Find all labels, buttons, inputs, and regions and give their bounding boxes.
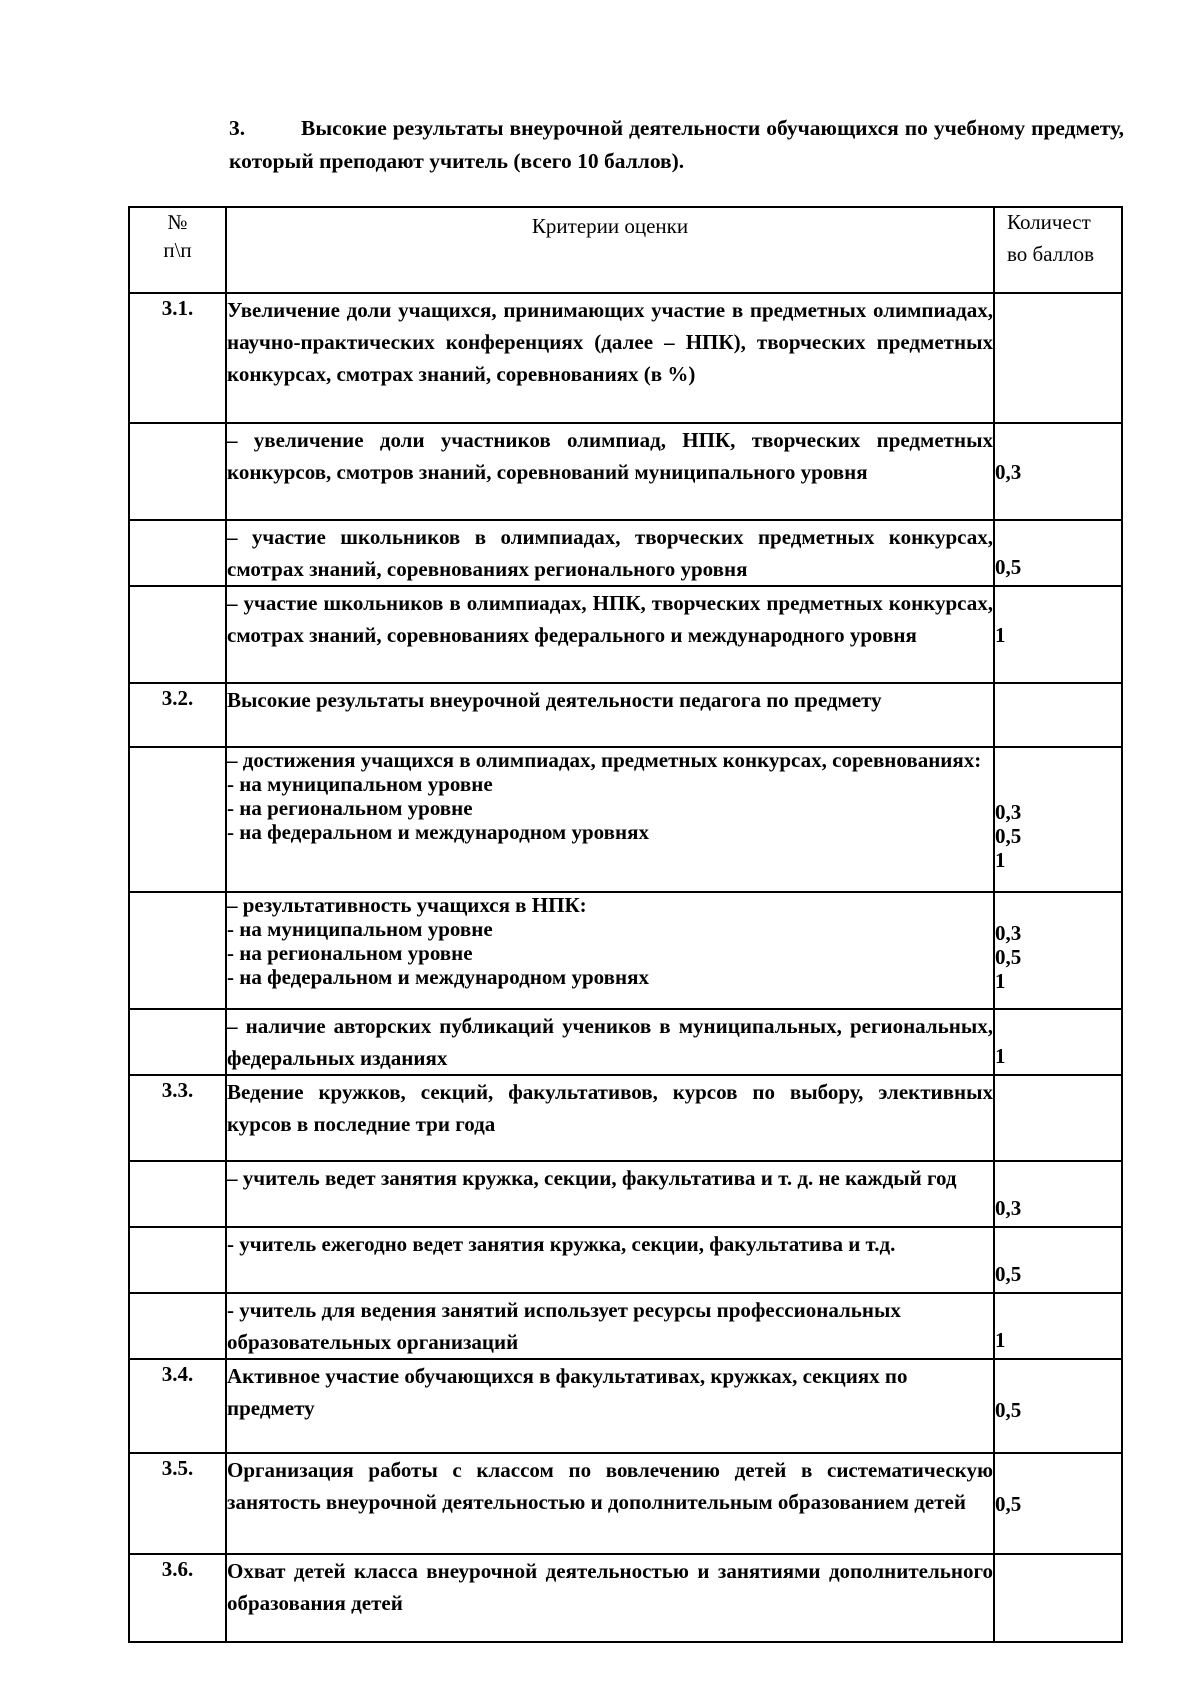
row-criteria: Организация работы с классом по вовлечению детей в систематическую занятость внеурочной деятельностью и дополнительным образованием детей: [226, 1453, 994, 1554]
header-criteria: Критерии оценки: [226, 207, 994, 293]
row-number: 3.1.: [129, 293, 226, 423]
row-criteria-line: - на муниципальном уровне: [227, 772, 493, 796]
header-number-line1: №: [167, 210, 188, 234]
table-row: [129, 747, 1122, 892]
table-row: [129, 1075, 1122, 1161]
row-criteria-line: – достижения учащихся в олимпиадах, предметных конкурсах, соревнованиях:: [227, 748, 982, 772]
row-number: 3.4.: [129, 1359, 226, 1453]
row-score: [994, 747, 1122, 892]
row-score: 0,5: [994, 1359, 1122, 1453]
row-score-line: 1: [995, 848, 1006, 872]
row-criteria: Высокие результаты внеурочной деятельности педагога по предмету: [226, 683, 994, 747]
row-score: [994, 683, 1122, 747]
header-score-line1: Количест: [1007, 210, 1091, 234]
row-number: [129, 586, 226, 683]
table-row: [129, 1227, 1122, 1293]
row-score: 0,5: [994, 1453, 1122, 1554]
row-number: [129, 1227, 226, 1293]
row-number: [129, 1009, 226, 1075]
section-number: 3.: [229, 116, 246, 140]
table-row: [129, 1554, 1122, 1642]
row-criteria-line: - на федеральном и международном уровнях: [227, 820, 649, 844]
row-criteria-line: – результативность учащихся в НПК:: [227, 893, 587, 917]
row-criteria-line: - на региональном уровне: [227, 941, 473, 965]
row-score: 0,3: [994, 423, 1122, 520]
table-row: [129, 1359, 1122, 1453]
table-row: [129, 520, 1122, 586]
row-criteria: [226, 892, 994, 1009]
row-score: [994, 293, 1122, 423]
criteria-table: [128, 206, 1123, 1643]
table-row: [129, 293, 1122, 423]
row-score: 1: [994, 586, 1122, 683]
row-criteria: Ведение кружков, секций, факультативов, курсов по выбору, элективных курсов в последние три года: [226, 1075, 994, 1161]
row-criteria: Активное участие обучающихся в факультативах, кружках, секциях по предмету: [226, 1359, 994, 1453]
row-number: [129, 423, 226, 520]
table-row: [129, 586, 1122, 683]
row-criteria: - учитель для ведения занятий использует ресурсы профессиональных образовательных организаций: [226, 1293, 994, 1359]
row-score: 0,5: [994, 1227, 1122, 1293]
row-criteria: - учитель ежегодно ведет занятия кружка, секции, факультатива и т.д.: [226, 1227, 994, 1293]
row-number: 3.3.: [129, 1075, 226, 1161]
row-criteria: Увеличение доли учащихся, принимающих участие в предметных олимпиадах, научно-практических конференциях (далее – НПК), творческих предметных конкурсах, смотрах знаний, соревнованиях (в %): [226, 293, 994, 423]
row-criteria-line: - на муниципальном уровне: [227, 917, 493, 941]
row-number: [129, 747, 226, 892]
row-criteria: – увеличение доли участников олимпиад, НПК, творческих предметных конкурсов, смотров знаний, соревнований муниципального уровня: [226, 423, 994, 520]
row-score: [994, 1075, 1122, 1161]
row-score-line: 1: [995, 969, 1006, 993]
row-number: 3.6.: [129, 1554, 226, 1642]
row-criteria: [226, 747, 994, 892]
row-score: 0,3: [994, 1161, 1122, 1227]
row-score-line: 0,3: [995, 800, 1022, 824]
table-row: [129, 1453, 1122, 1554]
row-score-line: 0,5: [995, 824, 1022, 848]
row-number: [129, 892, 226, 1009]
header-number-line2: п\п: [163, 238, 192, 262]
header-score-line2: во баллов: [1007, 242, 1095, 266]
row-number: [129, 520, 226, 586]
row-criteria-line: - на федеральном и международном уровнях: [227, 965, 649, 989]
row-score: 1: [994, 1293, 1122, 1359]
header-score: [994, 207, 1122, 293]
table-row: [129, 1009, 1122, 1075]
row-number: 3.2.: [129, 683, 226, 747]
row-criteria: – участие школьников в олимпиадах, НПК, творческих предметных конкурсах, смотрах знаний, соревнованиях федерального и международного уровня: [226, 586, 994, 683]
table-row: [129, 1293, 1122, 1359]
row-criteria: Охват детей класса внеурочной деятельностью и занятиями дополнительного образования детей: [226, 1554, 994, 1642]
row-criteria-line: - на региональном уровне: [227, 796, 473, 820]
table-row: [129, 1161, 1122, 1227]
section-heading: [229, 112, 1124, 178]
row-criteria: – наличие авторских публикаций учеников в муниципальных, региональных, федеральных изданиях: [226, 1009, 994, 1075]
row-score: [994, 1554, 1122, 1642]
row-criteria: – учитель ведет занятия кружка, секции, факультатива и т. д. не каждый год: [226, 1161, 994, 1227]
row-number: [129, 1161, 226, 1227]
table-row: [129, 892, 1122, 1009]
table-header-row: [129, 207, 1122, 293]
section-title: Высокие результаты внеурочной деятельности обучающихся по учебному предмету, который преподают учитель (всего 10 баллов).: [229, 116, 1124, 173]
row-score: 1: [994, 1009, 1122, 1075]
row-score: [994, 892, 1122, 1009]
row-score: 0,5: [994, 520, 1122, 586]
table-row: [129, 423, 1122, 520]
row-score-line: 0,3: [995, 921, 1022, 945]
row-score-line: 0,5: [995, 945, 1022, 969]
row-number: 3.5.: [129, 1453, 226, 1554]
row-number: [129, 1293, 226, 1359]
table-row: [129, 683, 1122, 747]
row-criteria: – участие школьников в олимпиадах, творческих предметных конкурсах, смотрах знаний, соревнованиях регионального уровня: [226, 520, 994, 586]
header-number: [129, 207, 226, 293]
